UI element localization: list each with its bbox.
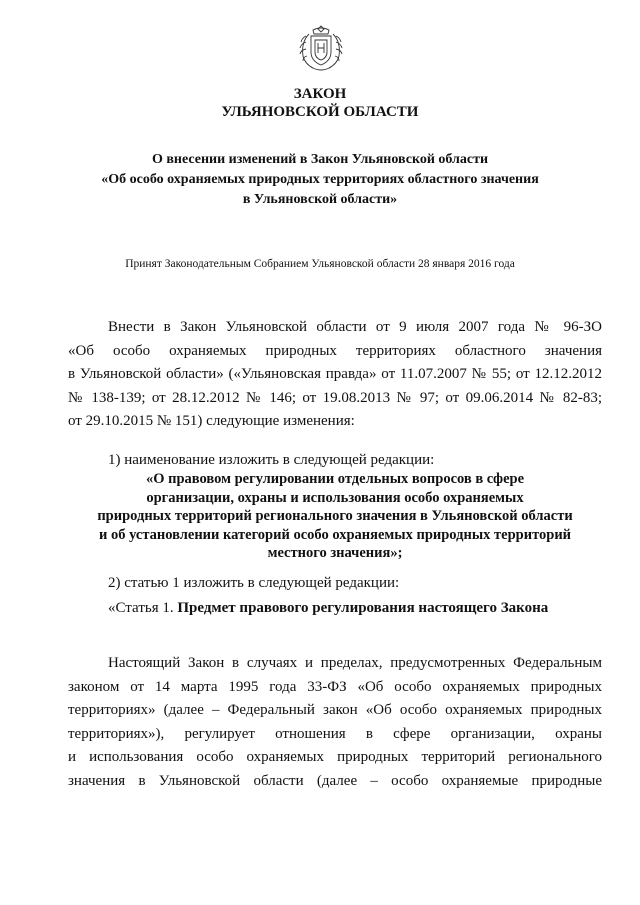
paragraph-line: Внести в Закон Ульяновской области от 9 июля 2007 года № 96-ЗО	[108, 319, 602, 335]
subtitle-line: «Об особо охраняемых природных территориях областного значения	[101, 172, 539, 187]
paragraph-line: в Ульяновской области» («Ульяновская правда» от 11.07.2007 № 55; от 12.12.2012	[68, 366, 602, 382]
item-2: 2) статью 1 изложить в следующей редакции:	[108, 575, 400, 591]
new-title-line: местного значения»;	[267, 545, 403, 561]
article-heading	[108, 598, 548, 618]
subtitle-line: О внесении изменений в Закон Ульяновской области	[151, 152, 489, 167]
subtitle-line: в Ульяновской области»	[242, 192, 398, 207]
item-1: 1) наименование изложить в следующей редакции:	[108, 452, 435, 468]
new-title-line: и об установлении категорий особо охраняемых природных территорий	[98, 526, 572, 543]
article-prefix: «Статья 1.	[108, 600, 178, 616]
paragraph-line: Настоящий Закон в случаях и пределах, предусмотренных Федеральным	[108, 655, 602, 671]
coat-of-arms-emblem	[296, 22, 346, 74]
law-title: ЗАКОН	[293, 86, 347, 102]
article-title: Предмет правового регулирования настоящего Закона	[177, 600, 549, 616]
law-subtitle	[60, 150, 580, 210]
paragraph-line: территориях»), регулирует отношения в сфере организации, охраны	[68, 725, 602, 742]
paragraph-line: и использования особо охраняемых природных территорий регионального	[68, 749, 602, 765]
new-title-line: природных территорий регионального значения в Ульяновской области	[97, 508, 573, 524]
region-title: УЛЬЯНОВСКОЙ ОБЛАСТИ	[221, 104, 419, 120]
new-title-line: «О правовом регулировании отдельных вопросов в сфере	[145, 471, 525, 487]
paragraph-line: от 29.10.2015 № 151) следующие изменения:	[68, 413, 355, 429]
new-title-block	[68, 470, 602, 563]
paragraph-line: законом от 14 марта 1995 года 33-ФЗ «Об особо охраняемых природных	[68, 678, 602, 695]
paragraph-line: значения в Ульяновской области (далее – особо охраняемые природные	[68, 772, 602, 789]
paragraph-line: № 138-139; от 28.12.2012 № 146; от 19.08.2013 № 97; от 09.06.2014 № 82-83;	[68, 389, 602, 406]
adoption-note: Принят Законодательным Собранием Ульяновской области 28 января 2016 года	[125, 258, 515, 270]
paragraph-line: территориях» (далее – Федеральный закон «Об особо охраняемых природных	[68, 702, 602, 718]
paragraph-line: «Об особо охраняемых природных территориях областного значения	[68, 342, 602, 359]
article-paragraph	[68, 652, 602, 793]
intro-paragraph	[68, 316, 602, 434]
new-title-line: организации, охраны и использования особо охраняемых	[146, 489, 524, 506]
